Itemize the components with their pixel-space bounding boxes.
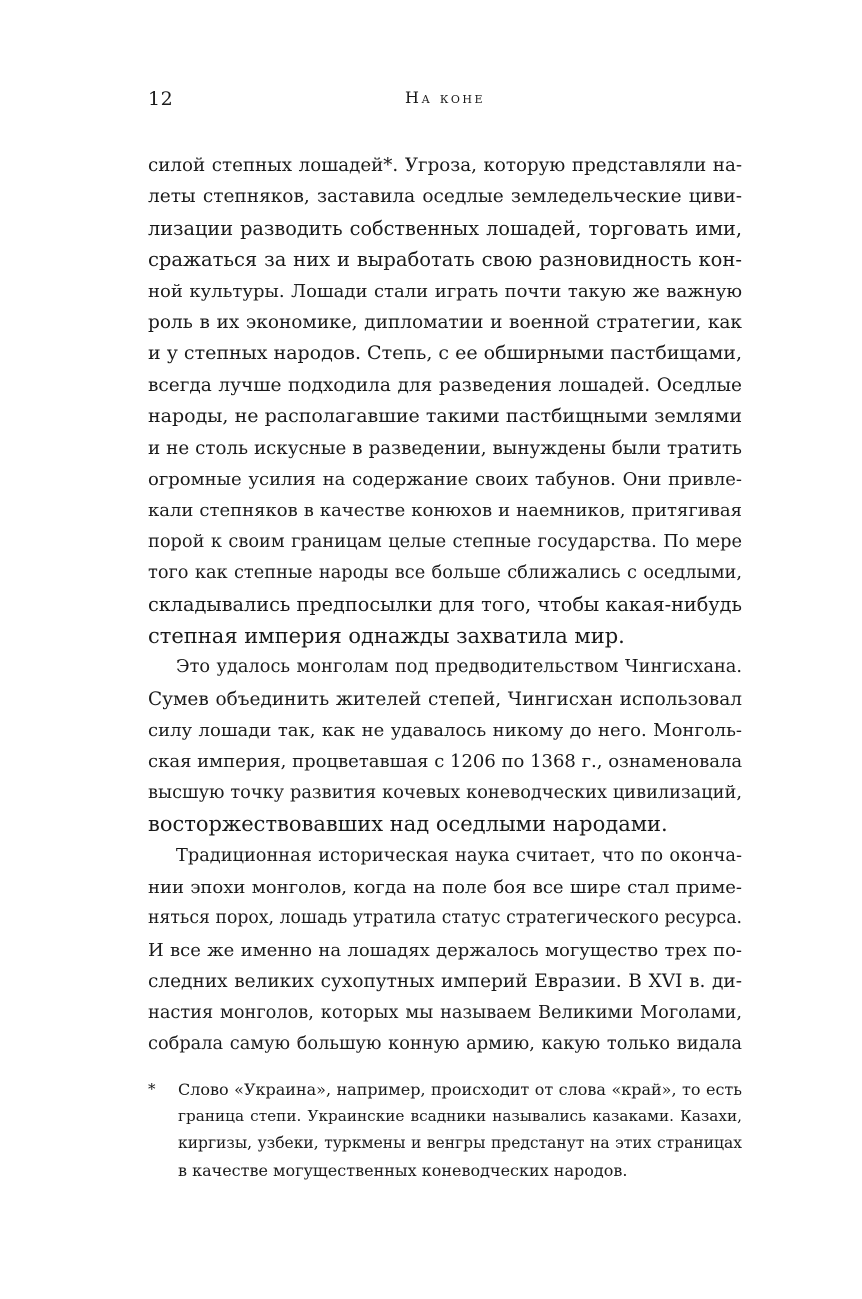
- paragraph-first-line: Традиционная историческая наука считает, что по оконча-: [176, 845, 742, 866]
- body-text: [148, 150, 742, 1060]
- text-line: леты степняков, заставила оседлые земледельческие циви-: [148, 186, 742, 208]
- text-line: роль в их экономике, дипломатии и военной стратегии, как: [148, 311, 742, 333]
- text-line: складывались предпосылки для того, чтобы какая-нибудь: [148, 593, 742, 617]
- text-line: сражаться за них и выработать свою разновидность кон-: [148, 248, 742, 272]
- text-line: следних великих сухопутных империй Евразии. В XVI в. ди-: [148, 971, 742, 993]
- text-line: того как степные народы все больше сближались с оседлыми,: [148, 563, 742, 584]
- text-line: народы, не располагавшие такими пастбищными землями: [148, 405, 742, 428]
- footnote-line: Слово «Украина», например, происходит от слова «край», то есть: [178, 1080, 742, 1099]
- text-line: Сумев объединить жителей степей, Чингисхан использовал: [148, 688, 742, 710]
- paragraph-end-line: восторжествовавших над оседлыми народами.: [148, 812, 668, 837]
- text-line: силу лошади так, как не удавалось никому до него. Монголь-: [148, 720, 742, 742]
- footnote-line: киргизы, узбеки, туркмены и венгры предстанут на этих страницах: [178, 1134, 742, 1152]
- running-head: [148, 88, 742, 112]
- text-line: няться порох, лошадь утратила статус стратегического ресурса.: [148, 908, 742, 929]
- running-title: На коне: [404, 88, 486, 107]
- text-line: и не столь искусные в разведении, вынуждены были тратить: [148, 437, 742, 459]
- text-line: ская империя, процветавшая с 1206 по 1368 г., ознаменовала: [148, 751, 742, 773]
- text-line: лизации разводить собственных лошадей, торговать ими,: [148, 216, 742, 240]
- text-line: и у степных народов. Степь, с ее обширными пастбищами,: [148, 342, 742, 365]
- text-line: кали степняков в качестве конюхов и наемников, притягивая: [148, 500, 742, 522]
- footnote-line: в качестве могущественных коневодческих народов.: [178, 1161, 628, 1180]
- text-line: собрала самую большую конную армию, какую только видала: [148, 1033, 742, 1054]
- text-line: всегда лучше подходила для разведения лошадей. Оседлые: [148, 374, 742, 396]
- text-line: порой к своим границам целые степные государства. По мере: [148, 531, 742, 552]
- text-line: высшую точку развития кочевых коневодческих цивилизаций,: [148, 782, 742, 803]
- footnote: [148, 1076, 742, 1184]
- text-line: И все же именно на лошадях держалось могущество трех по-: [148, 939, 742, 961]
- paragraph-end-line: степная империя однажды захватила мир.: [148, 623, 625, 648]
- text-line: нии эпохи монголов, когда на поле боя все шире стал приме-: [148, 876, 742, 898]
- text-line: настия монголов, которых мы называем Великими Моголами,: [148, 1002, 742, 1023]
- footnote-mark: *: [148, 1080, 156, 1098]
- paragraph-first-line: Это удалось монголам под предводительством Чингисхана.: [176, 657, 742, 678]
- text-line: ной культуры. Лошади стали играть почти такую же важную: [148, 280, 742, 302]
- page-number: 12: [148, 88, 174, 110]
- text-line: огромные усилия на содержание своих табунов. Они привле-: [148, 468, 742, 490]
- text-line: силой степных лошадей*. Угроза, которую представляли на-: [148, 155, 742, 176]
- footnote-line: граница степи. Украинские всадники назывались казаками. Казахи,: [178, 1107, 742, 1125]
